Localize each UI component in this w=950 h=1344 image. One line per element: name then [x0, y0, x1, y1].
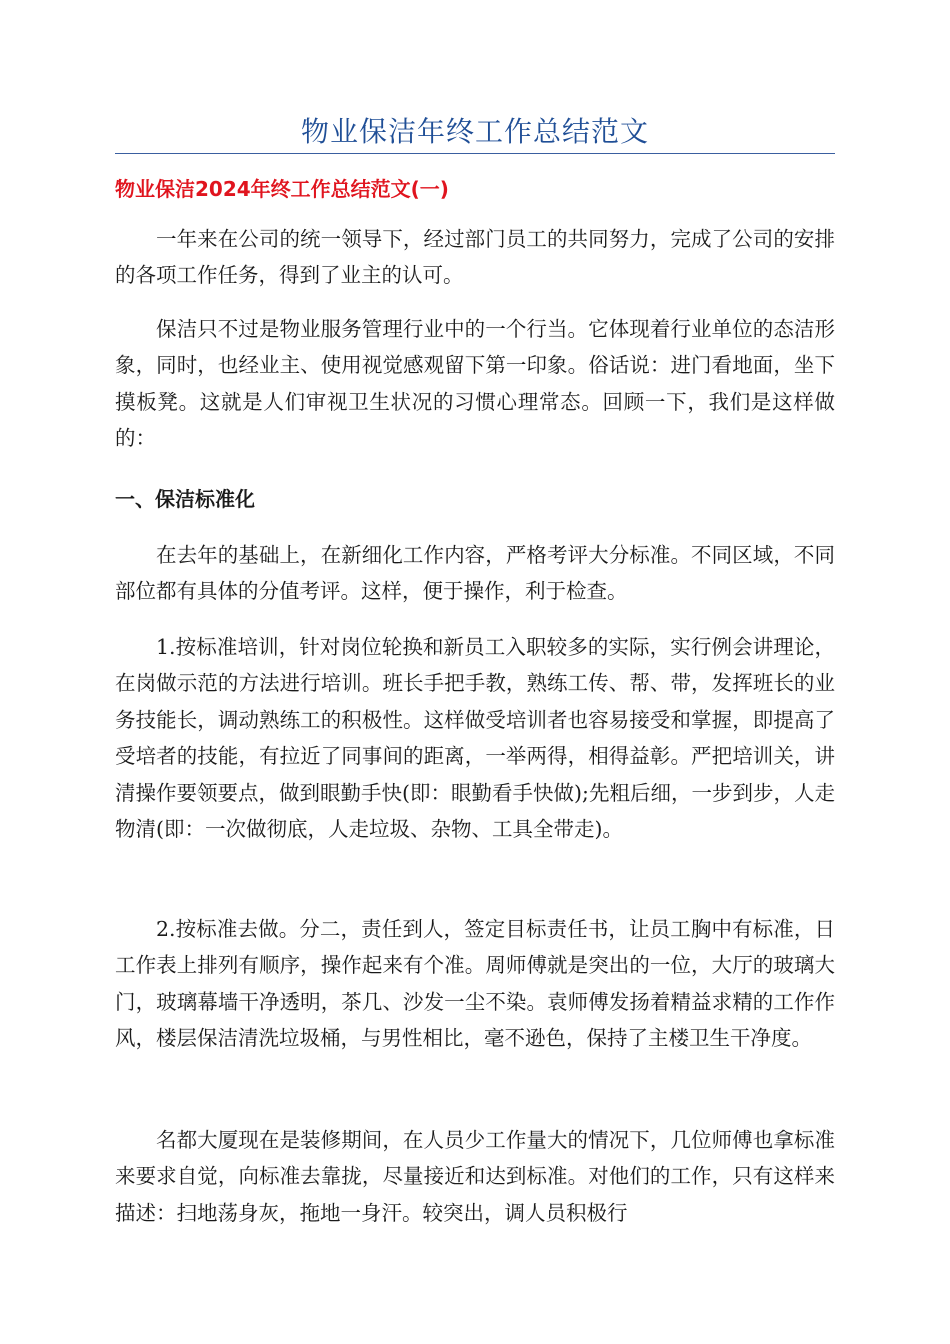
document-title: 物业保洁年终工作总结范文: [300, 115, 649, 148]
paragraph-standards-basis: 在去年的基础上，在新细化工作内容，严格考评大分标准。不同区域，不同部位都有具体的分值考评。这样，便于操作，利于检查。: [115, 543, 835, 604]
paragraph-mingdu-building: 名都大厦现在是装修期间，在人员少工作量大的情况下，几位师傅也拿标准来要求自觉，向标准去靠拢，尽量接近和达到标准。对他们的工作，只有这样来描述：扫地荡身灰，拖地一身汗。较突出，调人员积极行: [115, 1128, 835, 1225]
title-divider: [115, 153, 835, 154]
paragraph-training: 1.按标准培训，针对岗位轮换和新员工入职较多的实际，实行例会讲理论，在岗做示范的方法进行培训。班长手把手教，熟练工传、帮、带，发挥班长的业务技能长，调动熟练工的积极性。这样做受培训者也容易接受和掌握，即提高了受培者的技能，有拉近了同事间的距离，一举两得，相得益彰。严把培训关，讲清操作要领要点，做到眼勤手快(即：眼勤看手快做);先粗后细，一步到步，人走物清(即：一次做彻底，人走垃圾、杂物、工具全带走)。: [115, 635, 835, 842]
paragraph-execution: 2.按标准去做。分二，责任到人，签定目标责任书，让员工胸中有标准，日工作表上排列有顺序，操作起来有个准。周师傅就是突出的一位，大厅的玻璃大门，玻璃幕墙干净透明，茶几、沙发一尘不染。袁师傅发扬着精益求精的工作作风，楼层保洁清洗垃圾桶，与男性相比，毫不逊色，保持了主楼卫生干净度。: [115, 917, 835, 1051]
paragraph-intro: 一年来在公司的统一领导下，经过部门员工的共同努力，完成了公司的安排的各项工作任务，得到了业主的认可。: [115, 227, 835, 288]
paragraph-overview: 保洁只不过是物业服务管理行业中的一个行当。它体现着行业单位的态洁形象，同时，也经业主、使用视觉感观留下第一印象。俗话说：进门看地面，坐下摸板凳。这就是人们审视卫生状况的习惯心理常态。回顾一下，我们是这样做的：: [115, 317, 835, 451]
document-subtitle: 物业保洁2024年终工作总结范文(一): [115, 177, 449, 201]
section-heading-standardization: 一、保洁标准化: [115, 487, 255, 511]
